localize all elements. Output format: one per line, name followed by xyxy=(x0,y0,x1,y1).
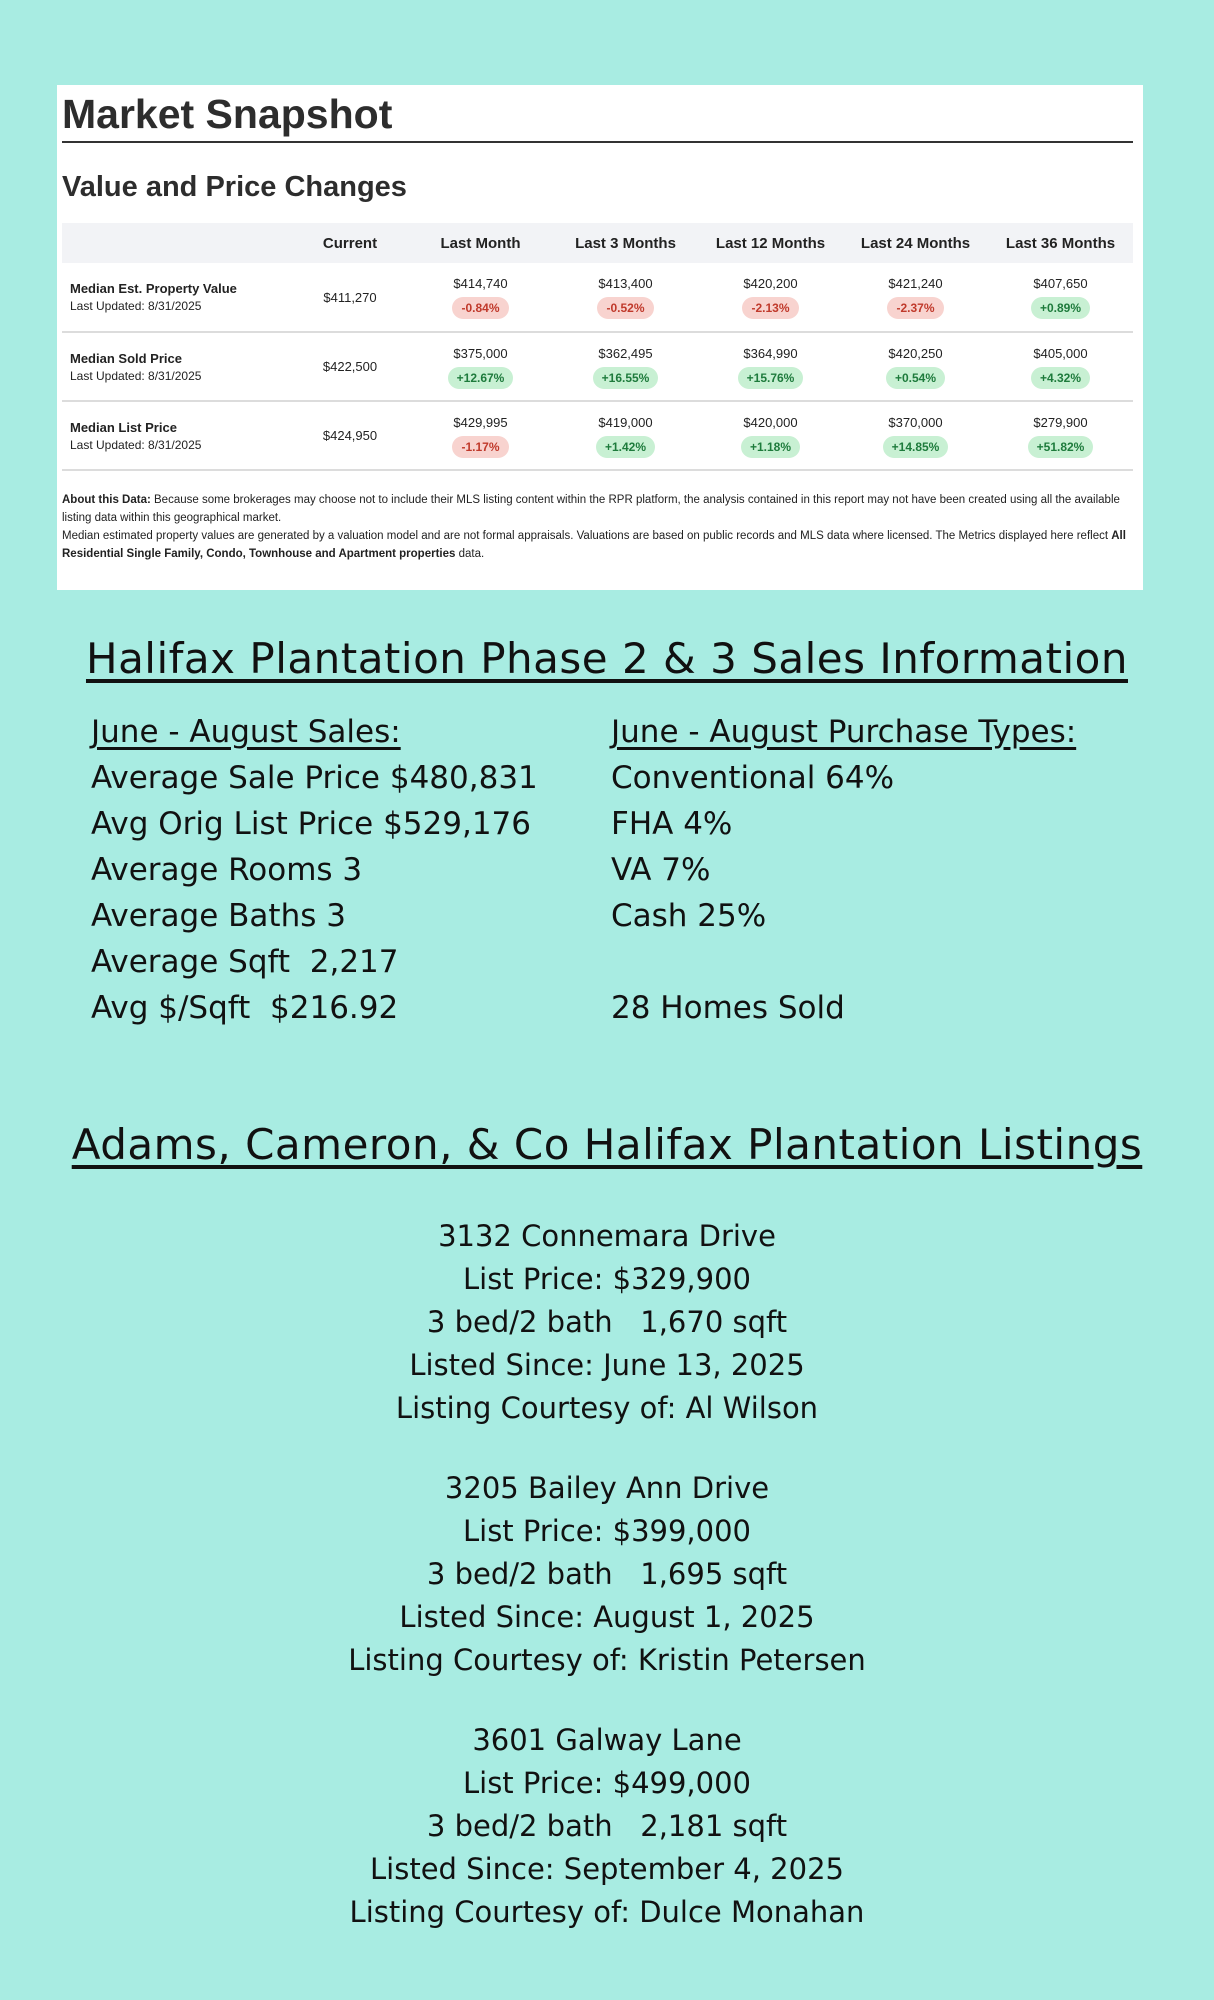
cell-value: $364,990 xyxy=(743,345,798,361)
change-badge: +0.89% xyxy=(1031,297,1090,319)
listing-item xyxy=(0,1467,1214,1682)
about-bold: All Residential Single Family, Condo, Townhouse and Apartment properties xyxy=(62,530,1126,560)
cell-value: $421,240 xyxy=(888,276,943,291)
change-badge: -2.37% xyxy=(887,297,943,319)
about-end: data. xyxy=(455,548,485,560)
value-cell xyxy=(408,263,553,332)
row-updated: Last Updated: 8/31/2025 xyxy=(70,437,202,452)
change-badge: -1.17% xyxy=(452,436,508,458)
change-badge: -0.52% xyxy=(597,297,653,319)
listing-beds-baths: 3 bed/2 bath 1,695 sqft xyxy=(426,1557,788,1591)
table-row xyxy=(62,401,1133,470)
change-badge: +1.18% xyxy=(741,436,800,458)
value-cell xyxy=(843,263,988,332)
current-value: $411,270 xyxy=(323,289,377,305)
sales-stat: Average Baths 3 xyxy=(91,898,346,934)
cell-value: $413,400 xyxy=(598,276,653,291)
listings-list xyxy=(0,1215,1214,1971)
value-cell xyxy=(698,332,843,401)
snapshot-subtitle: Value and Price Changes xyxy=(62,171,407,203)
listing-item xyxy=(0,1215,1214,1430)
about-label: About this Data: xyxy=(62,494,151,506)
sales-left-column xyxy=(91,709,538,1031)
listings-section-title: Adams, Cameron, & Co Halifax Plantation Listings xyxy=(71,1120,1143,1169)
table-row xyxy=(62,332,1133,401)
sales-right-column xyxy=(611,709,1076,1031)
row-label: Median List Price xyxy=(70,419,177,435)
current-value: $424,950 xyxy=(322,428,378,443)
listing-since: Listed Since: June 13, 2025 xyxy=(409,1348,805,1382)
value-cell xyxy=(988,332,1133,401)
listing-since: Listed Since: August 1, 2025 xyxy=(399,1600,815,1634)
cell-value: $429,995 xyxy=(453,414,508,430)
listing-agent: Listing Courtesy of: Al Wilson xyxy=(395,1391,819,1425)
value-cell xyxy=(698,401,843,470)
change-badge: +16.55% xyxy=(593,367,659,389)
sales-stat: Avg Orig List Price $529,176 xyxy=(91,806,531,842)
header-cell xyxy=(62,223,292,263)
value-cell xyxy=(553,263,698,332)
header-cell: Last 36 Months xyxy=(988,223,1133,263)
row-updated: Last Updated: 8/31/2025 xyxy=(70,368,202,383)
listing-address: 3601 Galway Lane xyxy=(472,1723,742,1757)
row-updated: Last Updated: 8/31/2025 xyxy=(70,299,202,313)
value-cell xyxy=(843,332,988,401)
sales-stat: Average Sqft 2,217 xyxy=(91,944,399,980)
header-cell: Last Month xyxy=(408,223,553,263)
sales-section-title: Halifax Plantation Phase 2 & 3 Sales Information xyxy=(85,634,1128,683)
sales-stat: Avg $/Sqft $216.92 xyxy=(91,990,399,1026)
row-label-cell xyxy=(62,332,292,401)
listing-item xyxy=(0,1719,1214,1934)
sales-right-heading: June - August Purchase Types: xyxy=(611,714,1077,750)
purchase-type: Conventional 64% xyxy=(611,760,895,796)
value-price-table xyxy=(62,223,1133,471)
cell-value: $420,200 xyxy=(743,276,798,291)
header-cell: Last 12 Months xyxy=(698,223,843,263)
row-label: Median Sold Price xyxy=(70,350,182,366)
table-row xyxy=(62,263,1133,332)
value-cell xyxy=(988,401,1133,470)
row-label-cell xyxy=(62,263,292,332)
change-badge: +14.85% xyxy=(883,436,949,458)
cell-value: $420,000 xyxy=(743,414,798,430)
cell-value: $414,740 xyxy=(453,276,508,291)
cell-value: $362,495 xyxy=(598,345,653,361)
value-cell xyxy=(408,332,553,401)
cell-value: $419,000 xyxy=(598,414,653,430)
purchase-type: FHA 4% xyxy=(611,806,733,842)
purchase-type-spacer xyxy=(611,939,1076,985)
cell-value: $375,000 xyxy=(453,345,508,361)
change-badge: +4.32% xyxy=(1031,367,1090,389)
purchase-type: VA 7% xyxy=(611,852,711,888)
sales-stat: Average Rooms 3 xyxy=(91,852,363,888)
cell-value: $279,900 xyxy=(1033,414,1088,430)
listing-price: List Price: $399,000 xyxy=(462,1514,752,1548)
change-badge: -0.84% xyxy=(452,297,508,319)
value-cell xyxy=(698,263,843,332)
cell-value: $420,250 xyxy=(888,345,943,361)
row-label: Median Est. Property Value xyxy=(70,281,237,296)
change-badge: +1.42% xyxy=(596,436,655,458)
about-data-note xyxy=(62,491,1133,563)
change-badge: -2.13% xyxy=(742,297,798,319)
listing-since: Listed Since: September 4, 2025 xyxy=(370,1852,844,1886)
change-badge: +15.76% xyxy=(738,367,804,389)
header-cell: Current xyxy=(292,223,408,263)
listing-agent: Listing Courtesy of: Dulce Monahan xyxy=(349,1895,865,1929)
value-cell xyxy=(408,401,553,470)
value-cell xyxy=(988,263,1133,332)
listing-beds-baths: 3 bed/2 bath 2,181 sqft xyxy=(426,1809,788,1843)
listing-beds-baths: 3 bed/2 bath 1,670 sqft xyxy=(426,1305,788,1339)
current-value: $422,500 xyxy=(322,359,378,374)
market-snapshot-panel xyxy=(57,85,1143,590)
listing-address: 3205 Bailey Ann Drive xyxy=(444,1471,770,1505)
listing-price: List Price: $499,000 xyxy=(462,1766,752,1800)
listing-address: 3132 Connemara Drive xyxy=(438,1219,776,1253)
homes-sold: 28 Homes Sold xyxy=(611,990,845,1026)
purchase-type: Cash 25% xyxy=(611,898,767,934)
cell-value: $370,000 xyxy=(888,414,943,430)
snapshot-title: Market Snapshot xyxy=(62,85,1133,143)
change-badge: +51.82% xyxy=(1028,436,1094,458)
value-cell xyxy=(553,332,698,401)
about-text-2: Median estimated property values are generated by a valuation model and are not formal appraisals. Valuations are based on public records and MLS data where licensed. The Metrics displayed here reflect xyxy=(62,530,1112,542)
listing-price: List Price: $329,900 xyxy=(462,1262,752,1296)
header-cell: Last 3 Months xyxy=(553,223,698,263)
cell-value: $407,650 xyxy=(1033,276,1088,291)
about-text-1: Because some brokerages may choose not to include their MLS listing content within the RPR platform, the analysis contained in this report may not have been created using all the available listing data within this geographical market. xyxy=(62,494,1120,524)
sales-left-heading: June - August Sales: xyxy=(91,714,401,750)
value-cell xyxy=(553,401,698,470)
sales-stat: Average Sale Price $480,831 xyxy=(91,760,538,796)
listing-agent: Listing Courtesy of: Kristin Petersen xyxy=(348,1643,866,1677)
table-header-row xyxy=(62,223,1133,263)
cell-value: $405,000 xyxy=(1033,345,1088,361)
row-label-cell xyxy=(62,401,292,470)
change-badge: +0.54% xyxy=(886,367,945,389)
header-cell: Last 24 Months xyxy=(843,223,988,263)
change-badge: +12.67% xyxy=(448,367,514,389)
value-cell xyxy=(843,401,988,470)
